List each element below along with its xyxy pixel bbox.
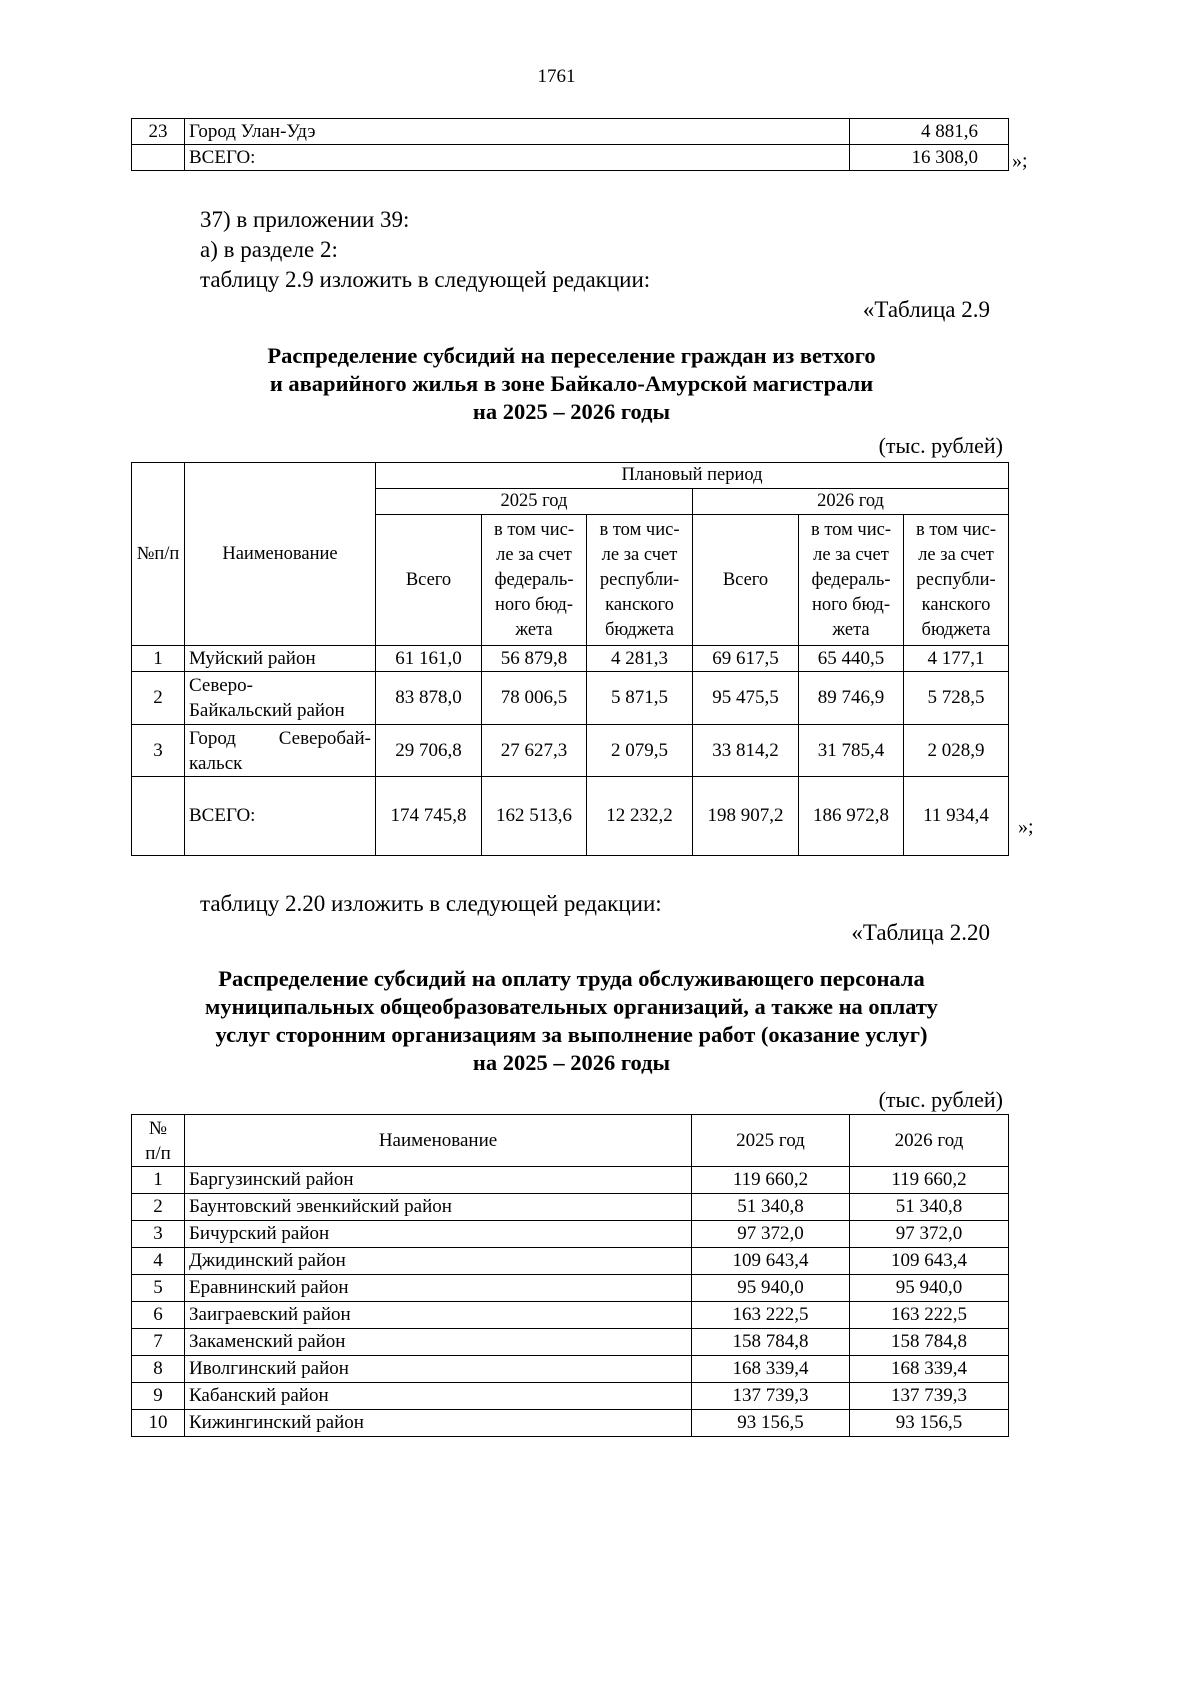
cell-republic-2026: 4 177,1: [904, 646, 1009, 672]
header-text-line: федераль-: [494, 569, 574, 590]
cell-federal-2025: 162 513,6: [482, 777, 587, 856]
row-number: 1: [132, 646, 185, 672]
cell-total-2026: 69 617,5: [693, 646, 799, 672]
intro-line-2: а) в разделе 2:: [200, 237, 338, 262]
table-row: [132, 725, 1009, 777]
table-2-20-intro: таблицу 2.20 изложить в следующей редакции:: [200, 891, 662, 916]
header-year-2026: 2026 год: [693, 489, 1009, 515]
cell-federal-2026: 186 972,8: [799, 777, 904, 856]
header-republic-2025: [587, 515, 693, 646]
header-text-line: бюджета: [605, 619, 674, 640]
table-row: [132, 1275, 1009, 1302]
row-name: Еравнинский район: [185, 1275, 692, 1302]
top-table: [131, 118, 1009, 171]
header-year-2025: 2025 год: [692, 1115, 850, 1167]
row-number: 4: [132, 1248, 185, 1275]
row-number: 23: [132, 119, 185, 145]
cell-total-2026: 198 907,2: [693, 777, 799, 856]
table-row: [132, 646, 1009, 672]
header-text-line: ного бюд-: [494, 594, 574, 615]
table-row: [132, 1329, 1009, 1356]
header-num: [132, 1115, 185, 1167]
cell-2026: 158 784,8: [850, 1329, 1009, 1356]
header-text-line: в том чис-: [599, 519, 680, 540]
table-2-20-title: [110, 965, 1033, 1077]
row-name: Муйский район: [185, 646, 376, 672]
row-number: 8: [132, 1356, 185, 1383]
row-name-line: Северо-: [189, 675, 253, 696]
cell-2026: 109 643,4: [850, 1248, 1009, 1275]
header-text-line: канского: [605, 594, 674, 615]
title-line: Распределение субсидий на переселение граждан из ветхого: [267, 343, 876, 368]
row-name: Закаменский район: [185, 1329, 692, 1356]
row-value: 4 881,6: [850, 119, 1009, 145]
title-line: услуг сторонним организациям за выполнение работ (оказание услуг): [215, 1022, 928, 1047]
header-year-2025: 2025 год: [376, 489, 693, 515]
cell-federal-2025: 27 627,3: [482, 725, 587, 777]
header-text-line: ле за счет: [813, 544, 889, 565]
row-name: [185, 725, 376, 777]
row-number: 6: [132, 1302, 185, 1329]
table-2-9-closing: »;: [1018, 816, 1034, 838]
header-text-line: п/п: [145, 1142, 171, 1164]
cell-federal-2026: 65 440,5: [799, 646, 904, 672]
header-text-line: республи-: [916, 569, 996, 590]
row-name: Кабанский район: [185, 1383, 692, 1410]
row-name-line: Город Северобай-: [189, 727, 371, 749]
cell-2025: 51 340,8: [692, 1194, 850, 1221]
header-federal-2026: [799, 515, 904, 646]
title-line: Распределение субсидий на оплату труда обслуживающего персонала: [218, 966, 925, 991]
cell-2025: 158 784,8: [692, 1329, 850, 1356]
cell-2026: 168 339,4: [850, 1356, 1009, 1383]
header-name: Наименование: [185, 463, 376, 646]
row-number: 3: [132, 1221, 185, 1248]
header-text-line: республи-: [599, 569, 680, 590]
table-2-9-title: [120, 342, 1023, 426]
cell-2025: 119 660,2: [692, 1167, 850, 1194]
cell-2025: 95 940,0: [692, 1275, 850, 1302]
cell-republic-2025: 2 079,5: [587, 725, 693, 777]
table-row: [132, 119, 1009, 145]
title-line: и аварийного жилья в зоне Байкало-Амурской магистрали: [269, 371, 874, 396]
row-number: [132, 145, 185, 171]
row-number: 3: [132, 725, 185, 777]
header-text-line: №: [148, 1117, 168, 1139]
table-2-20: [131, 1114, 1009, 1437]
cell-total-2026: 95 475,5: [693, 672, 799, 725]
header-text-line: в том чис-: [916, 519, 997, 540]
row-name-line: кальск: [189, 752, 243, 774]
table-2-9-ref: «Таблица 2.9: [862, 297, 990, 322]
cell-2025: 93 156,5: [692, 1410, 850, 1437]
header-total-2026: Всего: [693, 515, 799, 646]
row-name-line: Байкальский район: [189, 700, 345, 721]
header-year-2026: 2026 год: [850, 1115, 1009, 1167]
cell-2025: 168 339,4: [692, 1356, 850, 1383]
cell-federal-2025: 78 006,5: [482, 672, 587, 725]
header-name: Наименование: [185, 1115, 692, 1167]
cell-2026: 119 660,2: [850, 1167, 1009, 1194]
header-text-line: канского: [921, 594, 991, 615]
table-row: [132, 1356, 1009, 1383]
title-line: муниципальных общеобразовательных организаций, а также на оплату: [205, 994, 938, 1019]
page-number: 1761: [537, 66, 576, 87]
title-line: на 2025 – 2026 годы: [472, 399, 671, 424]
cell-2025: 137 739,3: [692, 1383, 850, 1410]
table-2-20-ref: «Таблица 2.20: [851, 920, 990, 945]
row-name: Кижингинский район: [185, 1410, 692, 1437]
table-2-20-units: (тыс. рублей): [878, 1087, 1003, 1112]
cell-republic-2025: 12 232,2: [587, 777, 693, 856]
title-line: на 2025 – 2026 годы: [472, 1050, 671, 1075]
row-name: ВСЕГО:: [185, 145, 850, 171]
header-row: [132, 463, 1009, 489]
cell-republic-2026: 11 934,4: [904, 777, 1009, 856]
row-name: Баунтовский эвенкийский район: [185, 1194, 692, 1221]
table-row: [132, 1410, 1009, 1437]
header-row: [132, 1115, 1009, 1167]
cell-republic-2026: 5 728,5: [904, 672, 1009, 725]
cell-total-2026: 33 814,2: [693, 725, 799, 777]
intro-line-3: таблицу 2.9 изложить в следующей редакции:: [200, 267, 651, 292]
cell-2026: 51 340,8: [850, 1194, 1009, 1221]
table-2-9-units: (тыс. рублей): [878, 433, 1003, 458]
cell-total-2025: 29 706,8: [376, 725, 482, 777]
row-name: Баргузинский район: [185, 1167, 692, 1194]
row-number: 7: [132, 1329, 185, 1356]
row-name: [185, 672, 376, 725]
row-number: 2: [132, 672, 185, 725]
cell-2025: 109 643,4: [692, 1248, 850, 1275]
header-text-line: ного бюд-: [811, 594, 891, 615]
cell-2026: 163 222,5: [850, 1302, 1009, 1329]
top-table-closing: »;: [1012, 150, 1028, 172]
row-number: [132, 777, 185, 856]
table-row: [132, 1194, 1009, 1221]
header-federal-2025: [482, 515, 587, 646]
cell-2025: 97 372,0: [692, 1221, 850, 1248]
header-planned-period: Плановый период: [376, 463, 1009, 489]
table-row: [132, 1221, 1009, 1248]
row-number: 5: [132, 1275, 185, 1302]
cell-federal-2026: 89 746,9: [799, 672, 904, 725]
header-num: №п/п: [132, 463, 185, 646]
cell-total-2025: 174 745,8: [376, 777, 482, 856]
cell-total-2025: 83 878,0: [376, 672, 482, 725]
row-number: 9: [132, 1383, 185, 1410]
row-name: Бичурский район: [185, 1221, 692, 1248]
row-number: 1: [132, 1167, 185, 1194]
cell-republic-2025: 5 871,5: [587, 672, 693, 725]
cell-total-2025: 61 161,0: [376, 646, 482, 672]
cell-2026: 93 156,5: [850, 1410, 1009, 1437]
header-republic-2026: [904, 515, 1009, 646]
header-text-line: ле за счет: [918, 544, 994, 565]
cell-2025: 163 222,5: [692, 1302, 850, 1329]
cell-federal-2026: 31 785,4: [799, 725, 904, 777]
table-row: [132, 1383, 1009, 1410]
row-name: Джидинский район: [185, 1248, 692, 1275]
row-number: 2: [132, 1194, 185, 1221]
row-name: Заиграевский район: [185, 1302, 692, 1329]
cell-republic-2026: 2 028,9: [904, 725, 1009, 777]
table-row: [132, 145, 1009, 171]
row-name: ВСЕГО:: [185, 777, 376, 856]
header-text-line: ле за счет: [601, 544, 678, 565]
header-text-line: федераль-: [811, 569, 891, 590]
header-text-line: в том чис-: [810, 519, 891, 540]
row-name: Город Улан-Удэ: [185, 119, 850, 145]
header-text-line: бюджета: [921, 619, 991, 640]
header-text-line: жета: [832, 619, 870, 640]
table-2-9: [131, 462, 1009, 856]
row-number: 10: [132, 1410, 185, 1437]
table-row: [132, 1302, 1009, 1329]
header-text-line: в том чис-: [493, 519, 574, 540]
cell-2026: 95 940,0: [850, 1275, 1009, 1302]
cell-republic-2025: 4 281,3: [587, 646, 693, 672]
header-text-line: жета: [515, 619, 553, 640]
cell-2026: 97 372,0: [850, 1221, 1009, 1248]
table-row: [132, 1248, 1009, 1275]
header-total-2025: Всего: [376, 515, 482, 646]
table-row: [132, 1167, 1009, 1194]
cell-2026: 137 739,3: [850, 1383, 1009, 1410]
row-value: 16 308,0: [850, 145, 1009, 171]
intro-line-1: 37) в приложении 39:: [200, 207, 410, 232]
table-row-total: [132, 777, 1009, 856]
table-row: [132, 672, 1009, 725]
row-name: Иволгинский район: [185, 1356, 692, 1383]
cell-federal-2025: 56 879,8: [482, 646, 587, 672]
header-text-line: ле за счет: [496, 544, 572, 565]
